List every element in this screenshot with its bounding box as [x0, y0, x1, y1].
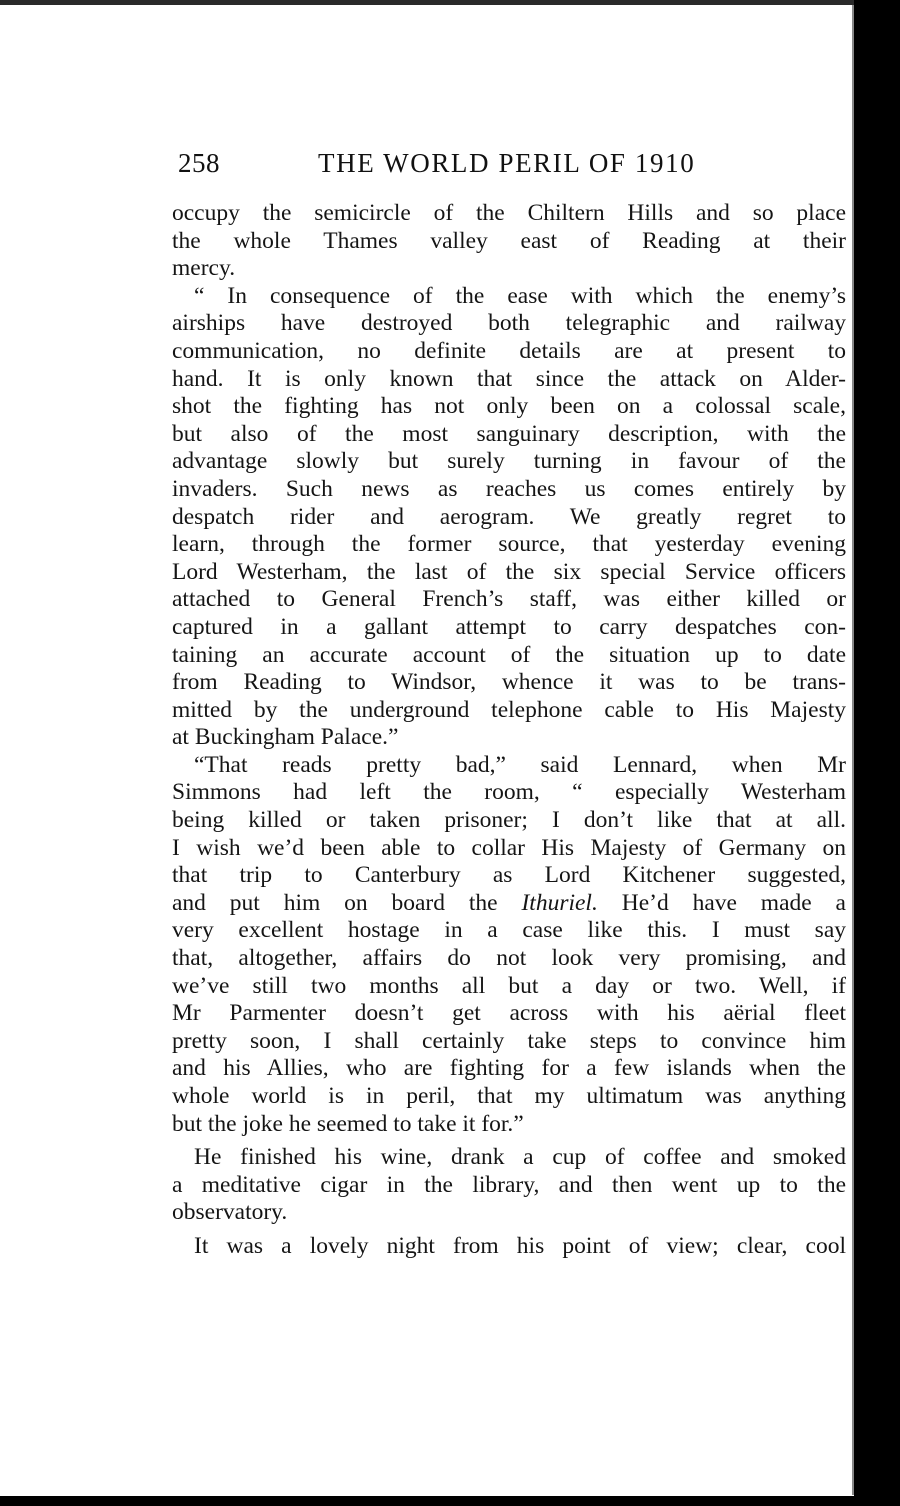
- text-line: despatch rider and aerogram. We greatly regret to: [172, 503, 846, 530]
- text-line: Mr Parmenter doesn’t get across with his aërial fleet: [172, 1000, 846, 1027]
- book-title: THE WORLD PERIL OF 1910: [318, 148, 696, 178]
- paragraph: [172, 752, 846, 1138]
- text-line: whole world is in peril, that my ultimatum was anything: [172, 1083, 846, 1109]
- scan-border-right: [854, 0, 900, 1506]
- text-line: airships have destroyed both telegraphic and railway: [172, 310, 846, 337]
- text-line: “That reads pretty bad,” said Lennard, when Mr: [194, 751, 846, 778]
- text-line: that, altogether, affairs do not look very promising, and: [172, 945, 846, 972]
- text-line: mitted by the underground telephone cable to His Majesty: [172, 696, 846, 723]
- text-line: very excellent hostage in a case like this. I must say: [172, 917, 846, 944]
- running-head: [178, 148, 846, 182]
- text-line: but also of the most sanguinary description, with the: [172, 420, 846, 447]
- text-line: I wish we’d been able to collar His Majesty of Germany on: [172, 834, 846, 861]
- text-line: that trip to Canterbury as Lord Kitchener suggested,: [172, 862, 846, 889]
- text-line: a meditative cigar in the library, and then went up to the: [172, 1171, 846, 1198]
- text-line: occupy the semicircle of the Chiltern Hills and so place: [172, 200, 846, 226]
- text-line: and his Allies, who are fighting for a few islands when the: [172, 1055, 846, 1082]
- paragraph: [172, 1144, 846, 1227]
- text-line: mercy.: [172, 255, 236, 282]
- text-line: at Buckingham Palace.”: [172, 724, 399, 751]
- text-line: Simmons had left the room, “ especially Westerham: [172, 779, 846, 806]
- text-line: taining an accurate account of the situation up to date: [172, 641, 846, 668]
- text-line: Lord Westerham, the last of the six special Service officers: [172, 558, 846, 585]
- ship-name-italic: Ithuriel.: [521, 889, 598, 916]
- text-line: observatory.: [172, 1199, 288, 1226]
- text-line: but the joke he seemed to take it for.”: [172, 1110, 524, 1137]
- text-line: being killed or taken prisoner; I don’t like that at all.: [172, 807, 846, 834]
- scan-border-bottom: [0, 1496, 900, 1506]
- text-line: pretty soon, I shall certainly take steps to convince him: [172, 1027, 846, 1054]
- text-line: shot the fighting has not only been on a colossal scale,: [172, 393, 846, 420]
- text-line: hand. It is only known that since the attack on Alder-: [172, 365, 846, 392]
- text-line: It was a lovely night from his point of view; clear, cool: [194, 1232, 846, 1259]
- text-fragment: He’d have made a: [621, 889, 846, 916]
- text-line-with-italic: [172, 890, 846, 918]
- text-line: invaders. Such news as reaches us comes entirely by: [172, 475, 846, 502]
- text-line: learn, through the former source, that yesterday evening: [172, 531, 846, 558]
- paragraph: [172, 283, 846, 752]
- text-line: captured in a gallant attempt to carry despatches con-: [172, 613, 846, 640]
- text-line: “ In consequence of the ease with which the enemy’s: [194, 282, 846, 309]
- page-number: 258: [178, 148, 220, 178]
- body-text: [172, 200, 846, 1261]
- text-line: we’ve still two months all but a day or two. Well, if: [172, 972, 846, 999]
- text-line: from Reading to Windsor, whence it was to be trans-: [172, 669, 846, 696]
- text-line: advantage slowly but surely turning in favour of the: [172, 448, 846, 475]
- paragraph: [172, 200, 846, 283]
- text-fragment: and put him on board the: [172, 889, 498, 916]
- text-line: attached to General French’s staff, was either killed or: [172, 586, 846, 613]
- text-line: He finished his wine, drank a cup of coffee and smoked: [194, 1144, 846, 1171]
- paragraph: [172, 1233, 846, 1261]
- text-line: the whole Thames valley east of Reading at their: [172, 227, 846, 254]
- text-line: communication, no definite details are at present to: [172, 337, 846, 364]
